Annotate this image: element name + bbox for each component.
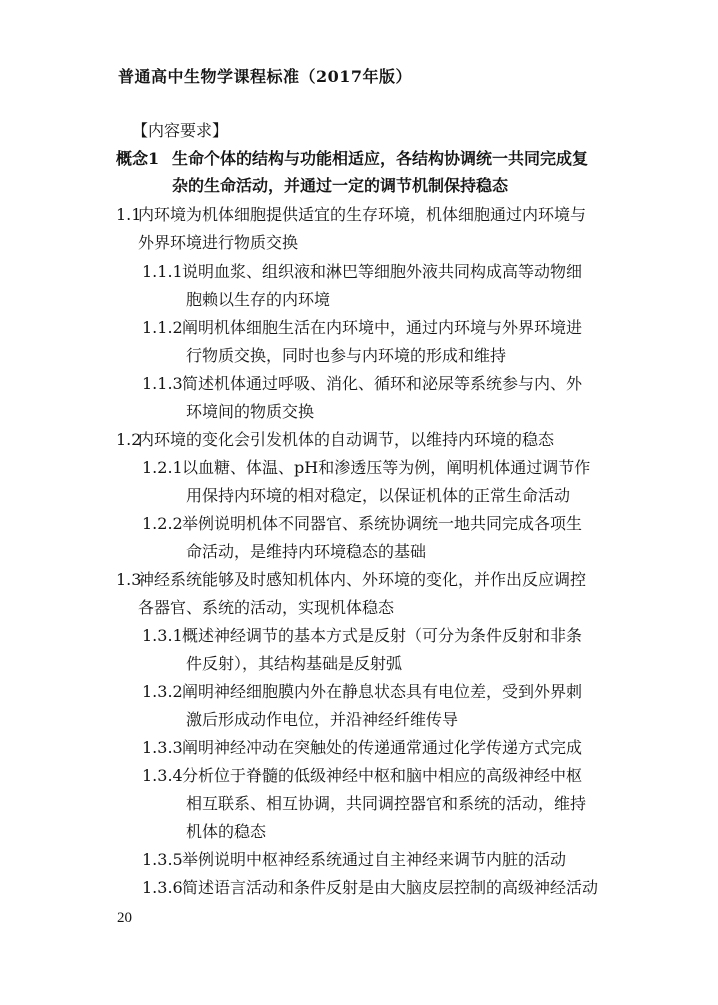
item-number: 1.3.4 <box>142 766 183 785</box>
item-text: 阐明神经冲动在突触处的传递通常通过化学传递方式完成 <box>182 738 583 757</box>
item-number: 1.1.3 <box>142 374 183 393</box>
item-number: 1.3.6 <box>142 878 183 897</box>
concept-line-1: 生命个体的结构与功能相适应，各结构协调统一共同完成复 <box>172 149 589 168</box>
list-item <box>116 429 554 451</box>
item-text-continued: 用保持内环境的相对稳定，以保证机体的正常生命活动 <box>186 486 571 505</box>
item-number: 1.1.1 <box>142 262 183 281</box>
list-item <box>142 877 598 899</box>
item-text: 阐明神经细胞膜内外在静息状态具有电位差，受到外界刺 <box>182 682 583 701</box>
list-item <box>142 373 582 395</box>
item-text-continued: 激后形成动作电位，并沿神经纤维传导 <box>186 710 459 729</box>
item-number: 1.3.2 <box>142 682 183 701</box>
item-text-continued: 行物质交换，同时也参与内环境的形成和维持 <box>186 346 507 365</box>
page-number: 20 <box>117 910 132 926</box>
item-text-continued: 相互联系、相互协调，共同调控器官和系统的活动，维持 <box>186 794 587 813</box>
list-item <box>142 261 582 283</box>
item-text: 分析位于脊髓的低级神经中枢和脑中相应的高级神经中枢 <box>182 766 583 785</box>
section-title: 【内容要求】 <box>132 121 229 140</box>
list-item <box>142 457 590 479</box>
item-text-continued: 命活动，是维持内环境稳态的基础 <box>186 542 427 561</box>
list-item <box>142 317 582 339</box>
item-text-continued: 外界环境进行物质交换 <box>138 233 299 252</box>
item-number: 1.2.2 <box>142 514 183 533</box>
item-number: 1.1.2 <box>142 318 183 337</box>
item-text: 举例说明机体不同器官、系统协调统一地共同完成各项生 <box>182 514 583 533</box>
item-text-continued: 件反射），其结构基础是反射弧 <box>186 654 403 673</box>
item-text: 简述语言活动和条件反射是由大脑皮层控制的高级神经活动 <box>182 878 599 897</box>
item-text: 阐明机体细胞生活在内环境中，通过内环境与外界环境进 <box>182 318 583 337</box>
item-number: 1.2.1 <box>142 458 183 477</box>
list-item <box>142 513 582 535</box>
item-text: 以血糖、体温、pH和渗透压等为例，阐明机体通过调节作 <box>182 458 591 477</box>
item-number: 1.3.5 <box>142 850 183 869</box>
list-item <box>142 765 582 787</box>
item-number: 1.3.1 <box>142 626 183 645</box>
list-item <box>142 681 582 703</box>
item-text-continued: 胞赖以生存的内环境 <box>186 290 331 309</box>
item-text: 内环境的变化会引发机体的自动调节，以维持内环境的稳态 <box>138 430 555 449</box>
list-item <box>142 625 582 647</box>
concept-heading <box>116 148 588 170</box>
item-text: 概述神经调节的基本方式是反射（可分为条件反射和非条 <box>182 626 583 645</box>
running-header: 普通高中生物学课程标准（2017年版） <box>118 67 413 86</box>
item-text-continued: 各器官、系统的活动，实现机体稳态 <box>138 598 395 617</box>
item-text: 说明血浆、组织液和淋巴等细胞外液共同构成高等动物细 <box>182 262 583 281</box>
item-text-continued: 机体的稳态 <box>186 822 267 841</box>
item-number: 1.1 <box>116 205 142 224</box>
concept-label: 概念1 <box>116 149 160 168</box>
item-text: 内环境为机体细胞提供适宜的生存环境，机体细胞通过内环境与 <box>138 205 587 224</box>
item-text: 举例说明中枢神经系统通过自主神经来调节内脏的活动 <box>182 850 567 869</box>
item-text-continued: 环境间的物质交换 <box>186 402 315 421</box>
item-text: 简述机体通过呼吸、消化、循环和泌尿等系统参与内、外 <box>182 374 583 393</box>
concept-line-2: 杂的生命活动，并通过一定的调节机制保持稳态 <box>172 176 509 195</box>
list-item <box>142 737 582 759</box>
list-item <box>142 849 566 871</box>
item-number: 1.3.3 <box>142 738 183 757</box>
item-number: 1.3 <box>116 570 142 589</box>
item-number: 1.2 <box>116 430 142 449</box>
list-item <box>116 204 586 226</box>
list-item <box>116 569 586 591</box>
item-text: 神经系统能够及时感知机体内、外环境的变化，并作出反应调控 <box>138 570 587 589</box>
